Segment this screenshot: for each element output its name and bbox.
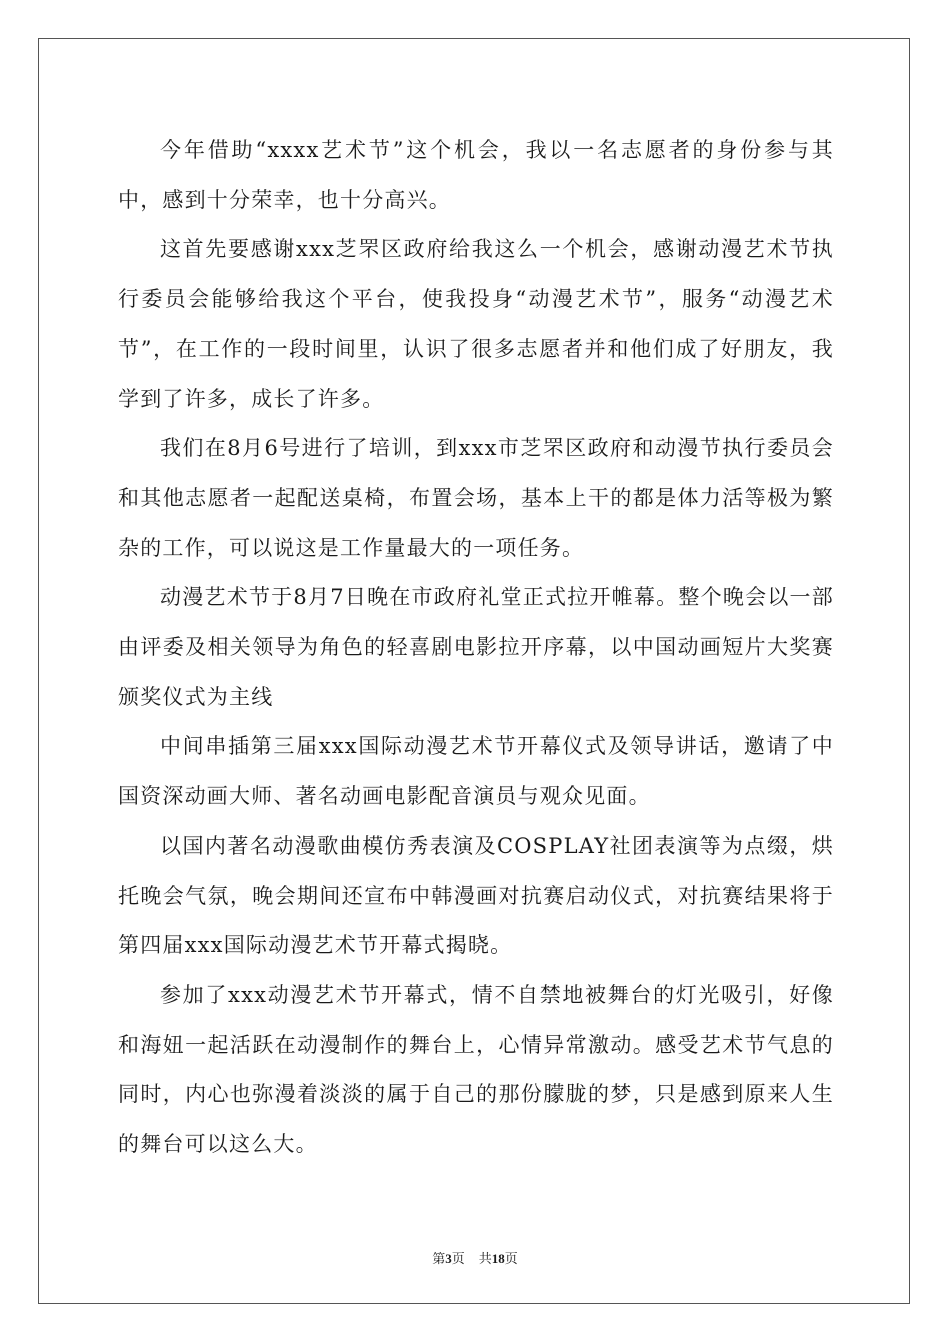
total-pages: 18 [491, 1251, 505, 1266]
paragraph: 这首先要感谢xxx芝罘区政府给我这么一个机会，感谢动漫艺术节执行委员会能够给我这个平台，使我投身“动漫艺术节”，服务“动漫艺术节”，在工作的一段时间里，认识了很多志愿者并和他们成了好朋友，我学到了许多，成长了许多。 [118, 237, 834, 411]
paragraph: 参加了xxx动漫艺术节开幕式，情不自禁地被舞台的灯光吸引，好像和海妞一起活跃在动漫制作的舞台上，心情异常激动。感受艺术节气息的同时，内心也弥漫着淡淡的属于自己的那份朦胧的梦，只是感到原来人生的舞台可以这么大。 [118, 982, 834, 1157]
total-prefix: 共 [478, 1251, 492, 1266]
paragraph: 以国内著名动漫歌曲模仿秀表演及COSPLAY社团表演等为点缀，烘托晚会气氛，晚会期间还宣布中韩漫画对抗赛启动仪式，对抗赛结果将于第四届xxx国际动漫艺术节开幕式揭晓。 [118, 833, 834, 958]
paragraph: 我们在8月6号进行了培训，到xxx市芝罘区政府和动漫节执行委员会和其他志愿者一起配送桌椅，布置会场，基本上干的都是体力活等极为繁杂的工作，可以说这是工作量最大的一项任务。 [118, 436, 834, 560]
document-body [118, 126, 834, 1170]
paragraph: 动漫艺术节于8月7日晚在市政府礼堂正式拉开帷幕。整个晚会以一部由评委及相关领导为角色的轻喜剧电影拉开序幕，以中国动画短片大奖赛颁奖仪式为主线 [118, 585, 834, 709]
paragraph: 中间串插第三届xxx国际动漫艺术节开幕仪式及领导讲话，邀请了中国资深动画大师、著名动画电影配音演员与观众见面。 [118, 734, 834, 809]
page-number: 3 [445, 1251, 452, 1266]
paragraph: 今年借助“xxxx艺术节”这个机会，我以一名志愿者的身份参与其中，感到十分荣幸，也十分高兴。 [118, 138, 834, 212]
page-prefix: 第 [432, 1251, 446, 1266]
page-footer [0, 1248, 950, 1267]
page-suffix: 页 [451, 1251, 465, 1266]
total-suffix: 页 [504, 1251, 518, 1266]
